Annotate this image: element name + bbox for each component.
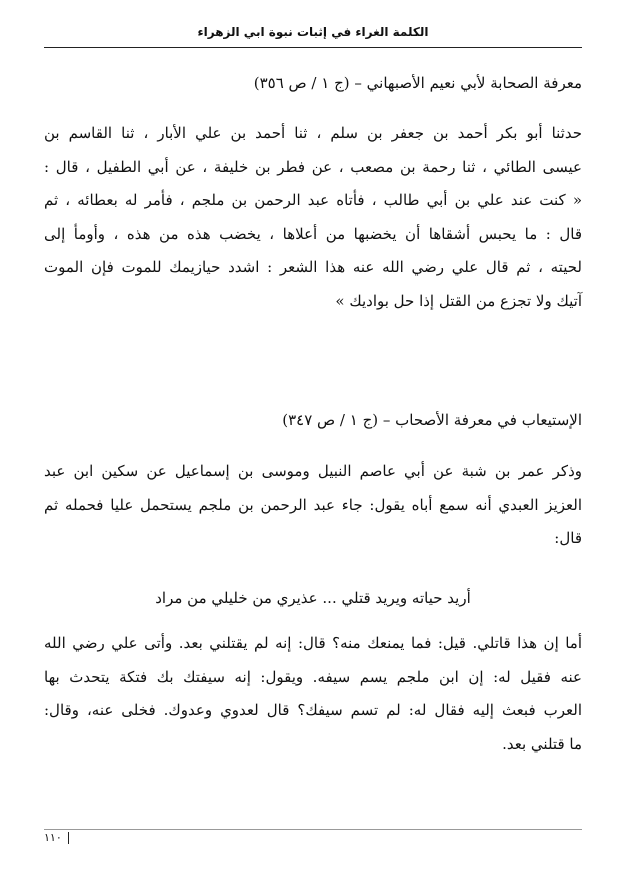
page-number	[44, 831, 69, 845]
running-header: الكلمة الغراء في إثبات نبوة ابي الزهراء	[197, 25, 429, 39]
paragraph-line: حدثنا أبو بكر أحمد بن جعفر بن سلم ، ثنا أحمد بن علي الأبار ، ثنا القاسم بن	[44, 124, 582, 142]
paragraph-2-intro	[44, 455, 582, 556]
page-number-separator	[68, 832, 70, 844]
paragraph-line: ما قتلني بعد.	[502, 734, 582, 753]
page-number-value: ١١٠	[44, 831, 62, 844]
poetry-verse: أريد حياته ويريد قتلي ... عذيري من خليلي من مراد	[155, 589, 471, 607]
paragraph-line: قال:	[554, 529, 582, 547]
footer-divider	[44, 829, 582, 830]
paragraph-line: قال : ما يحبس أشقاها أن يخضبها من أعلاها ، يخضب هذه من هذه ، وأومأ إلى	[44, 224, 582, 243]
paragraph-line: أما إن هذا قاتلي. قيل: فما يمنعك منه؟ قال: إنه لم يقتلني بعد. وأتى علي رضي الله	[44, 634, 582, 652]
section-title-2: الإستيعاب في معرفة الأصحاب – (ج ١ / ص ٣٤٧)	[282, 411, 582, 429]
paragraph-line: عيسى الطائي ، ثنا رحمة بن مصعب ، عن فطر بن خليفة ، عن أبي الطفيل ، قال :	[44, 157, 582, 176]
paragraph-line: العزيز العبدي أنه سمع أباه يقول: جاء عبد الرحمن بن ملجم يستحمل عليا فحمله ثم	[44, 495, 582, 514]
paragraph-line: آتيك ولا تجزع من القتل إذا حل بواديك »	[335, 291, 582, 310]
paragraph-line: وذكر عمر بن شبة عن أبي عاصم النبيل وموسى بن إسماعيل عن سكين ابن عبد	[44, 462, 582, 480]
paragraph-line: « كنت عند علي بن أبي طالب ، فأتاه عبد الرحمن بن ملجم ، فأمر له بعطائه ، ثم	[44, 191, 582, 209]
paragraph-2-closing	[44, 627, 582, 761]
header-divider	[44, 47, 582, 48]
paragraph-1	[44, 117, 582, 318]
paragraph-line: لحيته ، ثم قال علي رضي الله عنه هذا الشعر : اشدد حيازيمك للموت فإن الموت	[44, 258, 582, 276]
section-title-1: معرفة الصحابة لأبي نعيم الأصبهاني – (ج ١ / ص ٣٥٦)	[253, 74, 582, 92]
paragraph-line: عنه فقيل له: إن ابن ملجم يسم سيفه. ويقول: إنه سيفتك بك فتكة يتحدث بها	[44, 667, 582, 686]
paragraph-line: العرب فبعث إليه فقال له: لم تسم سيفك؟ قال لعدوي وعدوك. فخلى عنه، وقال:	[44, 701, 582, 719]
